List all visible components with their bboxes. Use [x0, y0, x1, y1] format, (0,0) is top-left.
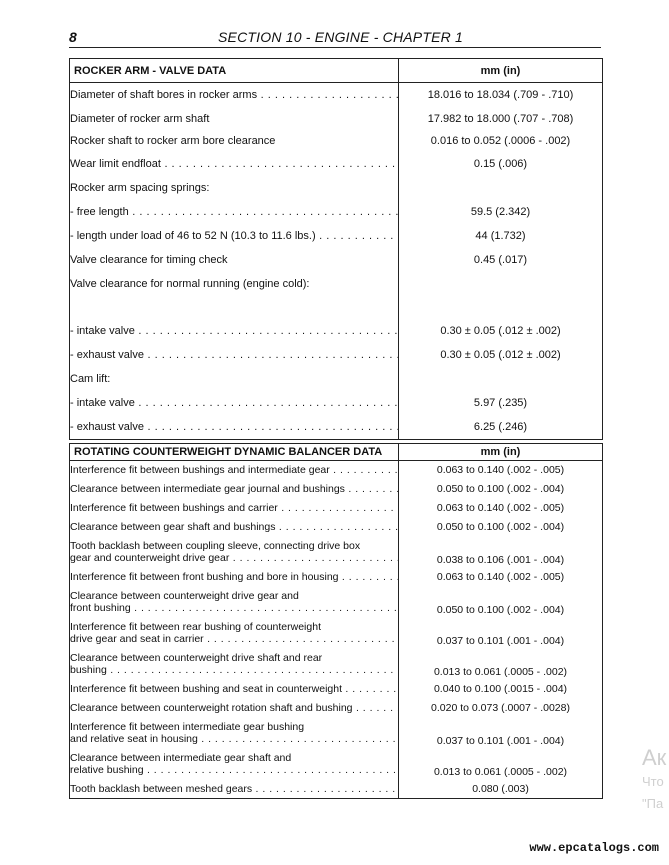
balancer-row-label-line1: Clearance between counterweight drive gear and — [70, 590, 299, 602]
rocker-row-value — [399, 367, 603, 392]
rocker-row — [70, 225, 603, 248]
rocker-row-value: 0.30 ± 0.05 (.012 ± .002) — [399, 344, 603, 367]
balancer-row-value: 0.037 to 0.101 (.001 - .004) — [399, 718, 603, 749]
rocker-unit-header: mm (in) — [399, 59, 603, 83]
rocker-row-label: Cam lift: — [70, 373, 111, 385]
rocker-row-label: Rocker shaft to rocker arm bore clearance — [70, 135, 276, 147]
rocker-row-label: Wear limit endfloat . . . — [70, 158, 398, 170]
rocker-row-label: Diameter of shaft bores in rocker arms . . . — [70, 89, 398, 101]
rocker-row — [70, 152, 603, 177]
rocker-arm-valve-table — [69, 58, 603, 440]
balancer-row — [70, 718, 603, 749]
rocker-row — [70, 248, 603, 273]
balancer-unit-header: mm (in) — [399, 444, 603, 461]
balancer-row-value: 0.037 to 0.101 (.001 - .004) — [399, 618, 603, 649]
balancer-row-label: Clearance between counterweight rotation shaft and bushing . . . — [70, 702, 398, 714]
rocker-row — [70, 200, 603, 225]
rocker-row-label: - exhaust valve . . . — [70, 349, 398, 361]
rocker-row — [70, 273, 603, 296]
balancer-row — [70, 587, 603, 618]
balancer-row-label-line1: Interference fit between rear bushing of counterweight — [70, 621, 321, 633]
rocker-row — [70, 367, 603, 392]
balancer-row — [70, 461, 603, 480]
rocker-row-label: - free length . . . — [70, 206, 398, 218]
balancer-row-label-line1: Clearance between counterweight drive shaft and rear — [70, 652, 323, 664]
rocker-row-value — [399, 177, 603, 200]
balancer-row — [70, 568, 603, 587]
balancer-row-value: 0.013 to 0.061 (.0005 - .002) — [399, 649, 603, 680]
rocker-row — [70, 415, 603, 440]
balancer-row-label: Clearance between intermediate gear journal and bushings . . . — [70, 483, 398, 495]
rocker-row — [70, 319, 603, 344]
balancer-row — [70, 518, 603, 537]
rocker-row — [70, 177, 603, 200]
rocker-row — [70, 108, 603, 131]
balancer-data-table — [69, 443, 603, 799]
rocker-table-title: ROCKER ARM - VALVE DATA — [70, 59, 399, 83]
balancer-row-label: front bushing . . . — [70, 602, 398, 614]
balancer-row — [70, 649, 603, 680]
rocker-row-label: - exhaust valve . . . — [70, 421, 398, 433]
balancer-row-label: Clearance between gear shaft and bushings . . . — [70, 521, 398, 533]
rocker-row-value: 44 (1.732) — [399, 225, 603, 248]
rocker-row-label: - intake valve . . . — [70, 397, 398, 409]
rocker-row-label: Rocker arm spacing springs: — [70, 182, 210, 194]
balancer-row-value: 0.063 to 0.140 (.002 - .005) — [399, 568, 603, 587]
site-watermark: www.epcatalogs.com — [529, 841, 659, 855]
rocker-row-value: 17.982 to 18.000 (.707 - .708) — [399, 108, 603, 131]
rocker-row-value: 0.15 (.006) — [399, 152, 603, 177]
balancer-row-label: Interference fit between front bushing and bore in housing . . . — [70, 571, 398, 583]
rocker-row-label: Valve clearance for timing check — [70, 254, 228, 266]
rocker-row-value: 18.016 to 18.034 (.709 - .710) — [399, 83, 603, 108]
rocker-row — [70, 296, 603, 319]
rocker-row-value: 0.016 to 0.052 (.0006 - .002) — [399, 131, 603, 152]
balancer-row-value: 0.063 to 0.140 (.002 - .005) — [399, 461, 603, 480]
balancer-row-value: 0.050 to 0.100 (.002 - .004) — [399, 587, 603, 618]
balancer-row — [70, 499, 603, 518]
rocker-row-label: - intake valve . . . — [70, 325, 398, 337]
rocker-row-value: 59.5 (2.342) — [399, 200, 603, 225]
balancer-row — [70, 780, 603, 799]
balancer-row-label: relative bushing . . . — [70, 764, 398, 776]
rocker-row — [70, 131, 603, 152]
balancer-row-value: 0.038 to 0.106 (.001 - .004) — [399, 537, 603, 568]
balancer-row — [70, 699, 603, 718]
balancer-row-label-line1: Clearance between intermediate gear shaft and — [70, 752, 292, 764]
balancer-row-value: 0.020 to 0.073 (.0007 - .0028) — [399, 699, 603, 718]
balancer-row-label: Interference fit between bushing and seat in counterweight . . . — [70, 683, 398, 695]
rocker-row-value — [399, 296, 603, 319]
rocker-row-label: Diameter of rocker arm shaft — [70, 113, 210, 125]
balancer-row — [70, 480, 603, 499]
balancer-table-title: ROTATING COUNTERWEIGHT DYNAMIC BALANCER DATA — [70, 444, 399, 461]
rocker-row-value: 5.97 (.235) — [399, 392, 603, 415]
balancer-row-value: 0.050 to 0.100 (.002 - .004) — [399, 480, 603, 499]
rocker-row-label: Valve clearance for normal running (engine cold): — [70, 278, 310, 290]
rocker-row-label: - length under load of 46 to 52 N (10.3 to 11.6 lbs.) . . . — [70, 230, 398, 242]
balancer-row-label-line1: Tooth backlash between coupling sleeve, connecting drive box — [70, 540, 361, 552]
section-title: SECTION 10 - ENGINE - CHAPTER 1 — [218, 29, 464, 45]
page-number: 8 — [69, 29, 77, 45]
rocker-row-value: 6.25 (.246) — [399, 415, 603, 440]
overlay-line-1: Ак — [642, 745, 667, 770]
balancer-row-label: gear and counterweight drive gear . . . — [70, 552, 398, 564]
balancer-row — [70, 749, 603, 780]
balancer-row-label: and relative seat in housing . . . — [70, 733, 398, 745]
overlay-line-2: Что — [642, 774, 664, 789]
balancer-row-label: Interference fit between bushings and intermediate gear . . . — [70, 464, 398, 476]
balancer-row-label: drive gear and seat in carrier . . . — [70, 633, 398, 645]
balancer-row-label: bushing . . . — [70, 664, 398, 676]
balancer-row-label-line1: Interference fit between intermediate gear bushing — [70, 721, 305, 733]
overlay-line-3: "Па — [642, 796, 664, 811]
header-rule — [69, 47, 601, 48]
balancer-row-label: Interference fit between bushings and carrier . . . — [70, 502, 398, 514]
balancer-row-value: 0.013 to 0.061 (.0005 - .002) — [399, 749, 603, 780]
rocker-row — [70, 83, 603, 108]
rocker-row — [70, 344, 603, 367]
balancer-row — [70, 680, 603, 699]
balancer-row-value: 0.063 to 0.140 (.002 - .005) — [399, 499, 603, 518]
rocker-row-value — [399, 273, 603, 296]
balancer-row-value: 0.040 to 0.100 (.0015 - .004) — [399, 680, 603, 699]
balancer-row — [70, 537, 603, 568]
rocker-row — [70, 392, 603, 415]
rocker-row-value: 0.45 (.017) — [399, 248, 603, 273]
balancer-row-label: Tooth backlash between meshed gears . . . — [70, 783, 398, 795]
activation-overlay — [642, 745, 669, 815]
balancer-row-value: 0.050 to 0.100 (.002 - .004) — [399, 518, 603, 537]
balancer-row — [70, 618, 603, 649]
balancer-row-value: 0.080 (.003) — [399, 780, 603, 799]
rocker-row-value: 0.30 ± 0.05 (.012 ± .002) — [399, 319, 603, 344]
